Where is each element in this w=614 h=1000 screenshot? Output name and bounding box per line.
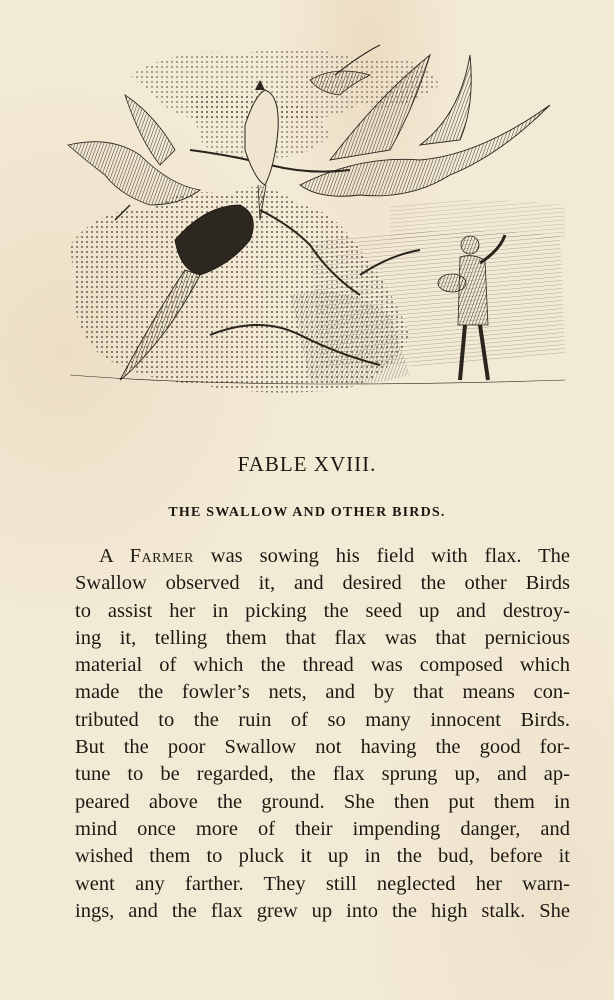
text-line (75, 543, 570, 570)
fable-body-text (75, 543, 570, 925)
text-line: ings, and the flax grew up into the high stalk. She (75, 899, 570, 922)
text-line: wished them to pluck it up in the bud, before it (75, 845, 570, 868)
first-word: A (99, 545, 130, 567)
text-line: mind once more of their impending danger, and (75, 817, 570, 840)
text-line: made the fowler’s nets, and by that means con- (75, 681, 570, 704)
text-line: to assist her in picking the seed up and destroy- (75, 599, 570, 622)
line-content: was sowing his field with flax. The (193, 545, 570, 567)
fable-subtitle: THE SWALLOW AND OTHER BIRDS. (168, 505, 446, 520)
text-line: ing it, telling them that flax was that pernicious (75, 626, 570, 649)
text-line: peared above the ground. She then put them in (75, 790, 570, 813)
text-line: material of which the thread was composed which (75, 654, 570, 677)
text-line: Swallow observed it, and desired the other Birds (75, 572, 570, 595)
text-line: But the poor Swallow not having the good for- (75, 736, 570, 759)
text-line: tributed to the ruin of so many innocent Birds. (75, 708, 570, 731)
fable-title: FABLE XVIII. (237, 452, 377, 476)
text-line: went any farther. They still neglected her warn- (75, 872, 570, 895)
engraving-illustration (60, 35, 570, 400)
text-line: tune to be regarded, the flax sprung up, and ap- (75, 763, 570, 786)
farmer-small-caps: Farmer (129, 545, 194, 567)
